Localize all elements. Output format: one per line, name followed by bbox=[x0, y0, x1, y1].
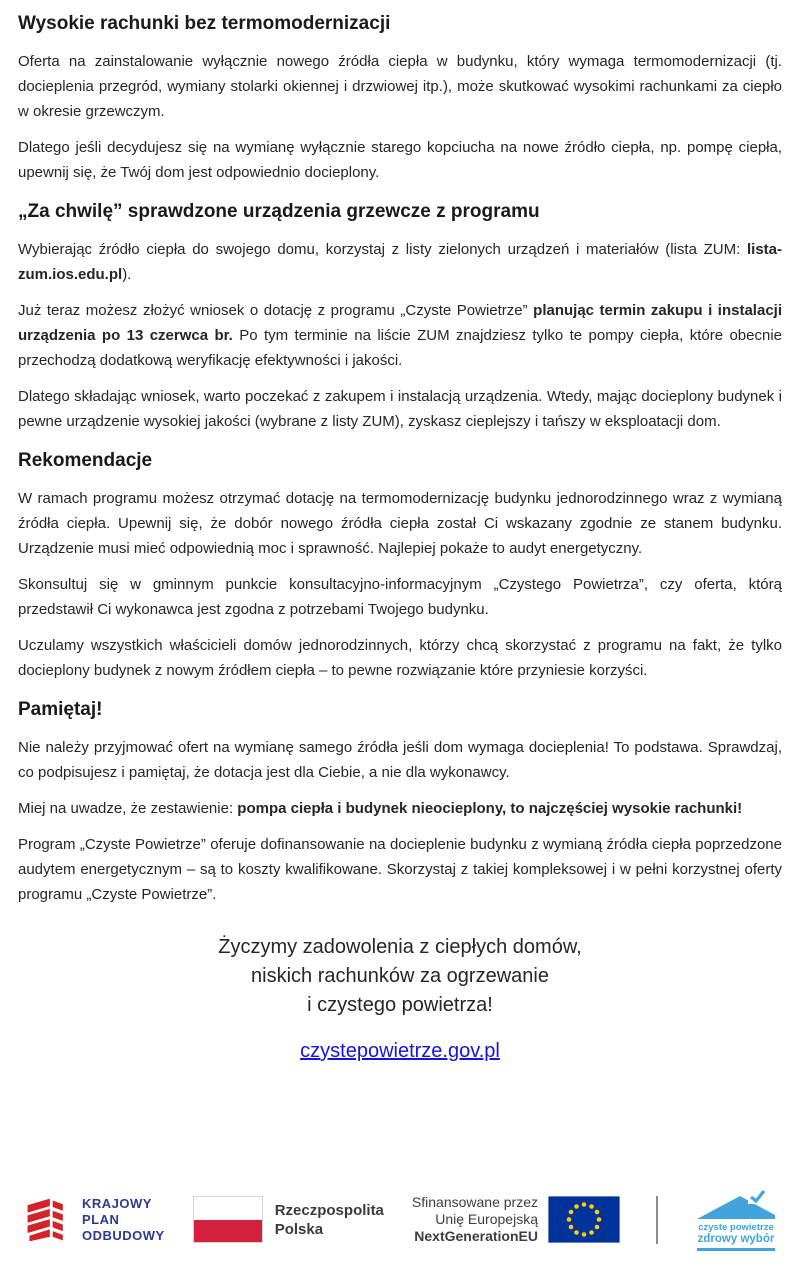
text-run: Dlatego jeśli decydujesz się na wymianę wyłącznie starego kopciucha na nowe źródło ciepła, np. pompę ciepła, upewnij się, że Twój dom jest odpowiednio docieplony. bbox=[18, 139, 782, 181]
closing-block bbox=[0, 933, 800, 1066]
czyste-powietrze-label: zdrowy wybór bbox=[697, 1232, 775, 1245]
section-heading: Pamiętaj! bbox=[18, 699, 103, 720]
kpo-logo-label: ODBUDOWY bbox=[82, 1227, 165, 1243]
paragraph bbox=[18, 384, 782, 434]
section-heading: Wysokie rachunki bez termomodernizacji bbox=[18, 13, 391, 34]
website-link[interactable]: czystepowietrze.gov.pl bbox=[300, 1040, 500, 1062]
text-run: Dlatego składając wniosek, warto poczekać z zakupem i instalacją urządzenia. Wtedy, mając docieplony budynek i pewne urządzenie wysokiej jakości (wybrane z listy ZUM), zyskasz cieplejszy i tańszy w eksploatacji dom. bbox=[18, 388, 782, 430]
footer-logos bbox=[0, 1189, 800, 1252]
house-check-icon bbox=[696, 1189, 776, 1221]
text-run: Skonsultuj się w gminnym punkcie konsultacyjno-informacyjnym „Czystego Powietrza”, czy oferta, którą przedstawił Ci wykonawca jest zgodna z potrzebami Twojego budynku. bbox=[18, 576, 782, 618]
kpo-building-icon bbox=[22, 1193, 74, 1247]
eu-funding-label: Sfinansowane przez bbox=[411, 1194, 538, 1211]
poland-flag-icon bbox=[193, 1196, 263, 1243]
text-run: ). bbox=[122, 266, 132, 283]
closing-line: Życzymy zadowolenia z ciepłych domów, bbox=[218, 936, 582, 958]
bold-text: planując termin zakupu i instalacji urządzenia po 13 czerwca br. bbox=[18, 302, 782, 344]
footer-divider bbox=[656, 1196, 658, 1244]
paragraph bbox=[18, 572, 782, 622]
poland-logo bbox=[193, 1196, 384, 1243]
text-run: Po tym terminie na liście ZUM znajdziesz tylko te pompy ciepła, które obecnie przechodzą dodatkową weryfikację efektywności i jakości. bbox=[18, 327, 782, 369]
bold-text: lista-zum.ios.edu.pl bbox=[18, 241, 782, 283]
paragraph bbox=[18, 298, 782, 373]
text-run: Wybierając źródło ciepła do swojego domu, korzystaj z listy zielonych urządzeń i materiałów (lista ZUM: bbox=[18, 241, 747, 258]
eu-funding-label: Unię Europejską bbox=[435, 1211, 538, 1228]
paragraph bbox=[18, 633, 782, 683]
eu-funding-logo bbox=[412, 1194, 620, 1245]
closing-line: i czystego powietrza! bbox=[307, 994, 493, 1016]
text-run: Program „Czyste Powietrze” oferuje dofinansowanie na docieplenie budynku z wymianą źródła ciepła poprzedzone audytem energetycznym – są to koszty kwalifikowane. Skorzystaj z takiej kompleksowej i w pełni korzystnej oferty programu „Czyste Powietrze”. bbox=[18, 836, 782, 903]
kpo-logo bbox=[22, 1193, 165, 1247]
text-run: Uczulamy wszystkich właścicieli domów jednorodzinnych, którzy chcą skorzystać z programu na fakt, że tylko docieplony budynek z nowym źródłem ciepła – to pewne rozwiązanie które przyniesie korzyści. bbox=[18, 637, 782, 679]
text-run: Miej na uwadze, że zestawienie: bbox=[18, 800, 238, 817]
paragraph bbox=[18, 237, 782, 287]
eu-flag-icon bbox=[548, 1196, 620, 1243]
paragraph bbox=[18, 486, 782, 561]
closing-line: niskich rachunków za ogrzewanie bbox=[251, 965, 549, 987]
text-run: Oferta na zainstalowanie wyłącznie nowego źródła ciepła w budynku, który wymaga termomodernizacji (tj. docieplenia przegród, wymiany stolarki okiennej i drzwiowej itp.), może skutkować wysokimi rachunkami za ciepło w okresie grzewczym. bbox=[18, 53, 782, 120]
paragraph bbox=[18, 796, 782, 821]
czyste-powietrze-logo bbox=[694, 1189, 778, 1252]
kpo-logo-label: KRAJOWY bbox=[82, 1195, 152, 1211]
section-heading: Rekomendacje bbox=[18, 450, 153, 471]
bold-text: pompa ciepła i budynek nieocieplony, to najczęściej wysokie rachunki! bbox=[237, 800, 743, 817]
paragraph bbox=[18, 832, 782, 907]
paragraph bbox=[18, 49, 782, 124]
poland-logo-label: Rzeczpospolita bbox=[274, 1201, 384, 1219]
kpo-logo-label: PLAN bbox=[82, 1211, 120, 1227]
text-run: Już teraz możesz złożyć wniosek o dotację z programu „Czyste Powietrze” bbox=[18, 302, 534, 319]
paragraph bbox=[18, 735, 782, 785]
czyste-powietrze-underline bbox=[697, 1248, 775, 1252]
text-run: Nie należy przyjmować ofert na wymianę samego źródła jeśli dom wymaga docieplenia! To podstawa. Sprawdzaj, co podpisujesz i pamiętaj, że dotacja jest dla Ciebie, a nie dla wykonawcy. bbox=[18, 739, 782, 781]
paragraph bbox=[18, 135, 782, 185]
czyste-powietrze-label: czyste powietrze bbox=[698, 1221, 774, 1233]
eu-funding-label: NextGenerationEU bbox=[414, 1228, 538, 1245]
text-run: W ramach programu możesz otrzymać dotację na termomodernizację budynku jednorodzinnego wraz z wymianą źródła ciepła. Upewnij się, że dobór nowego źródła ciepła został Ci wskazany zgodnie ze stanem budynku. Urządzenie musi mieć odpowiednią moc i sprawność. Najlepiej pokaże to audyt energetyczny. bbox=[18, 490, 782, 557]
poland-logo-label: Polska bbox=[274, 1220, 324, 1238]
section-heading: „Za chwilę” sprawdzone urządzenia grzewcze z programu bbox=[18, 201, 540, 222]
